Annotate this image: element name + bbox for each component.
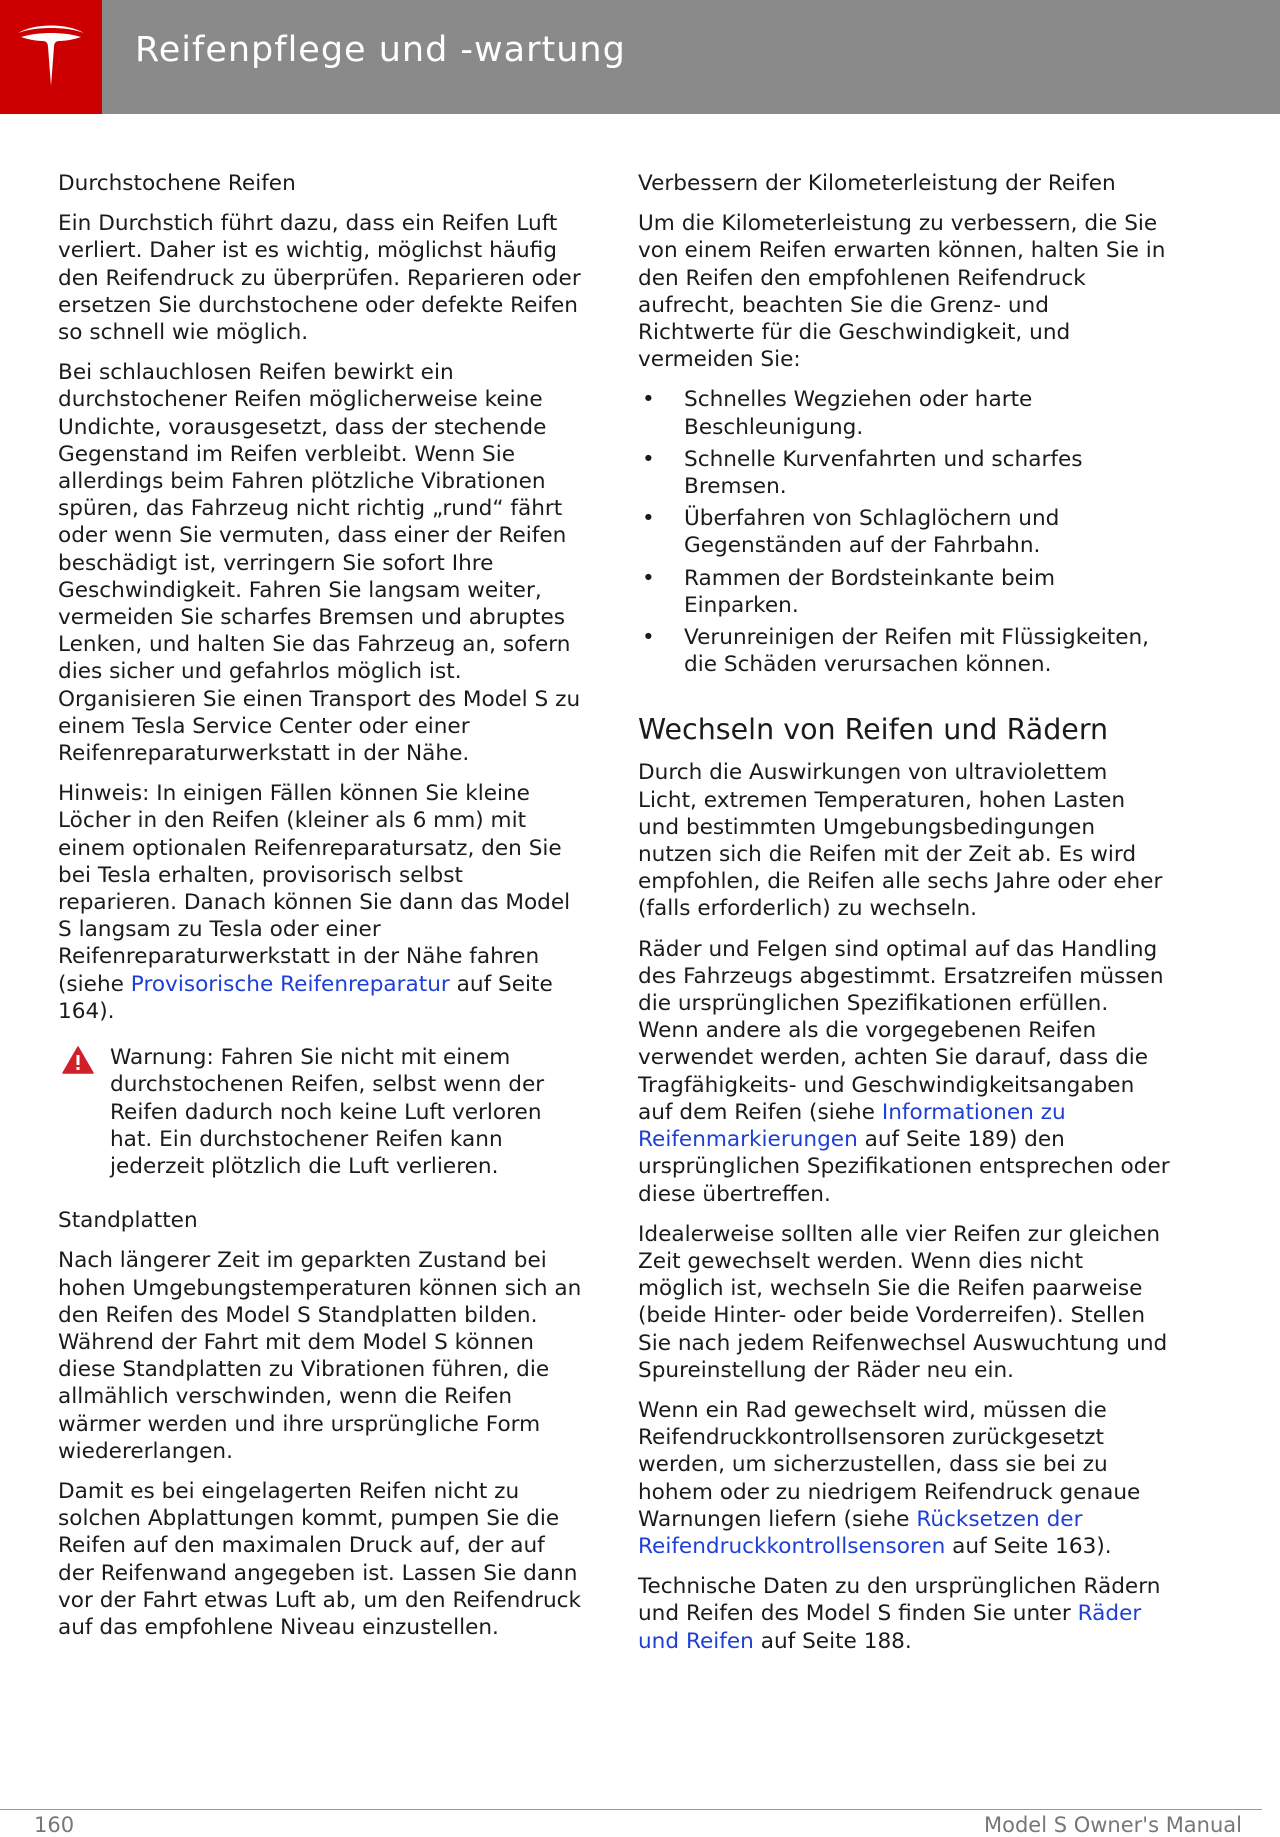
subheading-kilometerleistung: Verbessern der Kilometerleistung der Reifen [638,171,1116,196]
warning-icon [62,1046,94,1074]
paragraph: Um die Kilometerleistung zu verbessern, die Sie von einem Reifen erwarten können, halten Sie in den Reifen den empfohlenen Reifendruck aufrecht, beachten Sie die Grenz- und Richtwerte für die Geschwindigkeit, und vermeiden Sie: [638,211,1166,373]
tesla-logo-icon [15,20,87,92]
paragraph: Durch die Auswirkungen von ultraviolettem Licht, extremen Temperaturen, hohen Lasten und bestimmten Umgebungsbedingungen nutzen sich die Reifen mit der Zeit ab. Es wird empfohlen, die Reifen alle sechs Jahre oder eher (falls erforderlich) zu wechseln. [638,760,1163,922]
left-column [58,170,586,1654]
link-provisorische-reifenreparatur[interactable]: Provisorische Reifenreparatur [130,971,450,997]
page-header [0,0,1280,114]
list-item: • Verunreinigen der Reifen mit Flüssigkeiten, die Schäden verursachen können. [642,625,1150,678]
paragraph: Bei schlauchlosen Reifen bewirkt ein durchstochener Reifen möglicherweise keine Undichte, vorausgesetzt, dass der stechende Gegenstand im Reifen verbleibt. Wenn Sie allerdings beim Fahren plötzliche Vibrationen spüren, das Fahrzeug nicht richtig „rund“ fährt oder wenn Sie vermuten, dass einer der Reifen beschädigt ist, verringern Sie sofort Ihre Geschwindigkeit. Fahren Sie langsam weiter, vermeiden Sie scharfes Bremsen und abruptes Lenken, und halten Sie das Fahrzeug an, sofern dies sicher und gefahrlos möglich ist. Organisieren Sie einen Transport des Model S zu einem Tesla Service Center oder einer Reifenreparaturwerkstatt in der Nähe. [58,360,581,767]
paragraph: Technische Daten zu den ursprünglichen Rädern und Reifen des Model S finden Sie unter Räder und Reifen auf Seite 188. [638,1574,1161,1654]
list-item: • Rammen der Bordsteinkante beim Einparken. [642,565,1056,618]
tesla-logo [0,0,102,114]
link-raeder-und-reifen[interactable]: Räder und Reifen [638,1601,1142,1654]
list-item: • Schnelles Wegziehen oder harte Beschleunigung. [642,387,1033,440]
footer-divider [0,1809,1262,1810]
section-heading: Wechseln von Reifen und Rädern [638,713,1109,747]
paragraph: Damit es bei eingelagerten Reifen nicht zu solchen Abplattungen kommt, pumpen Sie die Reifen auf den maximalen Druck auf, der auf der Reifenwand angegeben ist. Lassen Sie dann vor der Fahrt etwas Luft ab, um den Reifendruck auf das empfohlene Niveau einzustellen. [58,1478,582,1640]
bullet-list [638,386,1172,678]
subheading-durchstochene-reifen: Durchstochene Reifen [58,171,296,196]
paragraph: Wenn ein Rad gewechselt wird, müssen die Reifendruckkontrollsensoren zurückgesetzt werden, um sicherzustellen, dass sie bei zu hohem oder zu niedrigem Reifendruck genaue Warnungen liefern (siehe Rücksetzen der Reifendruckkontrollsensoren auf Seite 163). [638,1397,1141,1559]
manual-title: Model S Owner's Manual [984,1813,1242,1837]
right-column [638,170,1172,1668]
warning-block [58,1044,586,1180]
bullet-icon: • [642,565,655,591]
bullet-icon: • [642,446,655,472]
bullet-icon: • [642,506,655,532]
paragraph: Räder und Felgen sind optimal auf das Handling des Fahrzeugs abgestimmt. Ersatzreifen müssen die ursprünglichen Spezifikationen erfüllen. Wenn andere als die vorgegebenen Reifen verwendet werden, achten Sie darauf, dass die Tragfähigkeits- und Geschwindigkeitsangaben auf dem Reifen (siehe Informationen zu Reifenmarkierungen auf Seite 189) den ursprünglichen Spezifikationen entsprechen oder diese übertreffen. [638,936,1170,1207]
link-reifenmarkierungen[interactable]: Informationen zu Reifenmarkierungen [638,1099,1066,1153]
subheading-standplatten: Standplatten [58,1208,198,1234]
bullet-icon: • [642,625,655,651]
paragraph: Ein Durchstich führt dazu, dass ein Reifen Luft verliert. Daher ist es wichtig, möglichst häufig den Reifendruck zu überprüfen. Reparieren oder ersetzen Sie durchstochene oder defekte Reifen so schnell wie möglich. [58,211,581,346]
list-item: • Überfahren von Schlaglöchern und Gegenständen auf der Fahrbahn. [642,506,1060,559]
note-paragraph: Hinweis: In einigen Fällen können Sie kleine Löcher in den Reifen (kleiner als 6 mm) mit einem optionalen Reifenreparatursatz, den Sie bei Tesla erhalten, provisorisch selbst reparieren. Danach können Sie dann das Model S langsam zu Tesla oder einer Reifenreparaturwerkstatt in der Nähe fahren (siehe Provisorische Reifenreparatur auf Seite 164). [58,781,571,1024]
paragraph: Nach längerer Zeit im geparkten Zustand bei hohen Umgebungstemperaturen können sich an den Reifen des Model S Standplatten bilden. Während der Fahrt mit dem Model S können diese Standplatten zu Vibrationen führen, die allmählich verschwinden, wenn die Reifen wärmer werden und ihre ursprüngliche Form wiedererlangen. [58,1248,582,1464]
bullet-icon: • [642,387,655,413]
warning-text: Warnung: Fahren Sie nicht mit einem durchstochenen Reifen, selbst wenn der Reifen dadurch noch keine Luft verloren hat. Ein durchstochener Reifen kann jederzeit plötzlich die Luft verlieren. [110,1045,545,1179]
page-title: Reifenpflege und -wartung [135,30,626,70]
list-item: • Schnelle Kurvenfahrten und scharfes Bremsen. [642,446,1083,500]
link-ruecksetzen-sensoren[interactable]: Rücksetzen der Reifendruckkontrollsensoren [638,1506,1083,1559]
paragraph: Idealerweise sollten alle vier Reifen zur gleichen Zeit gewechselt werden. Wenn dies nicht möglich ist, wechseln Sie die Reifen paarweise (beide Hinter- oder beide Vorderreifen). Stellen Sie nach jedem Reifenwechsel Auswuchtung und Spureinstellung der Räder neu ein. [638,1221,1168,1383]
page-number: 160 [34,1813,75,1837]
